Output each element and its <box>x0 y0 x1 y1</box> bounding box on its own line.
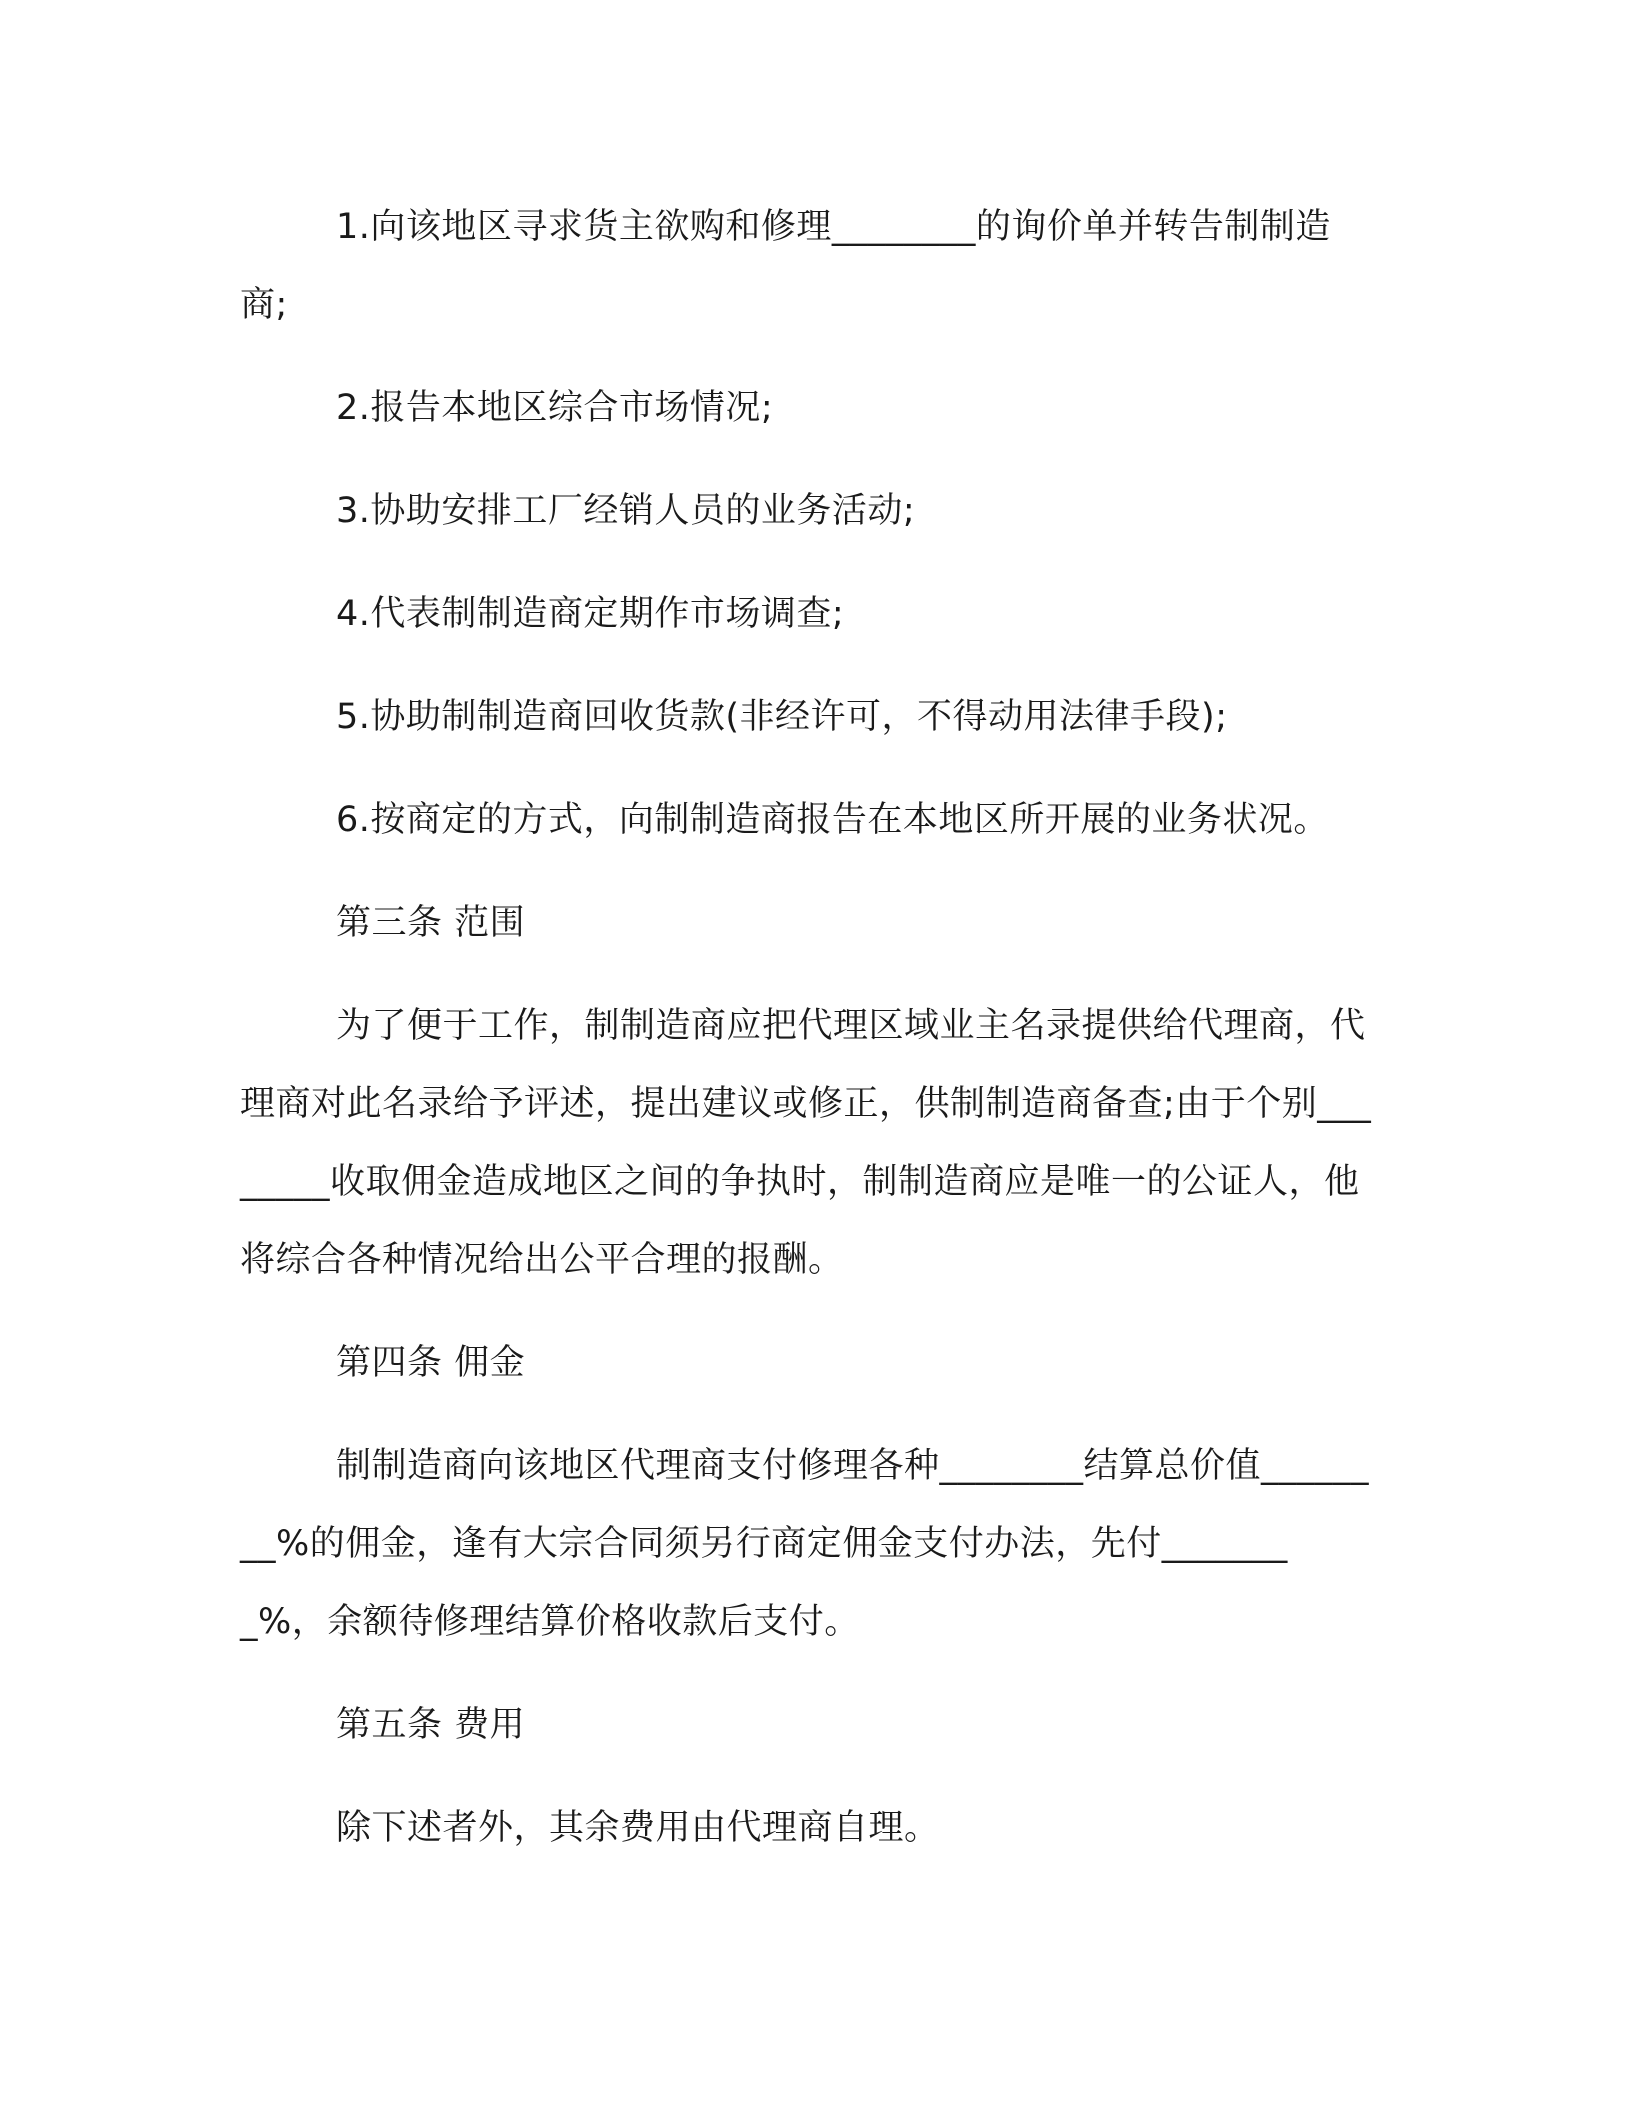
commission-paragraph: 制制造商向该地区代理商支付修理各种________结算总价值________%的佣金，逢有大宗合同须另行商定佣金支付办法，先付________%，余额待修理结算价格收款后支付。 <box>240 1446 1370 1642</box>
section-heading-scope: 第三条 范围 <box>336 903 526 943</box>
section-heading-commission: 第四条 佣金 <box>336 1343 526 1383</box>
document-body <box>240 188 1372 1867</box>
scope-paragraph: 为了便于工作，制制造商应把代理区域业主名录提供给代理商，代理商对此名录给予评述，提出建议或修正，供制制造商备查;由于个别________收取佣金造成地区之间的争执时，制制造商应是唯一的公证人，他将综合各种情况给出公平合理的报酬。 <box>240 1006 1372 1280</box>
duty-item-3: 3.协助安排工厂经销人员的业务活动; <box>336 491 916 531</box>
duty-item-2: 2.报告本地区综合市场情况; <box>336 388 774 428</box>
duty-item-6: 6.按商定的方式，向制制造商报告在本地区所开展的业务状况。 <box>336 800 1329 840</box>
duty-item-1: 1.向该地区寻求货主欲购和修理________的询价单并转告制制造商; <box>240 207 1331 325</box>
expenses-paragraph: 除下述者外，其余费用由代理商自理。 <box>336 1808 940 1848</box>
section-heading-expenses: 第五条 费用 <box>336 1705 526 1745</box>
duty-item-4: 4.代表制制造商定期作市场调查; <box>336 594 845 634</box>
duty-item-5: 5.协助制制造商回收货款(非经许可，不得动用法律手段); <box>336 697 1228 737</box>
